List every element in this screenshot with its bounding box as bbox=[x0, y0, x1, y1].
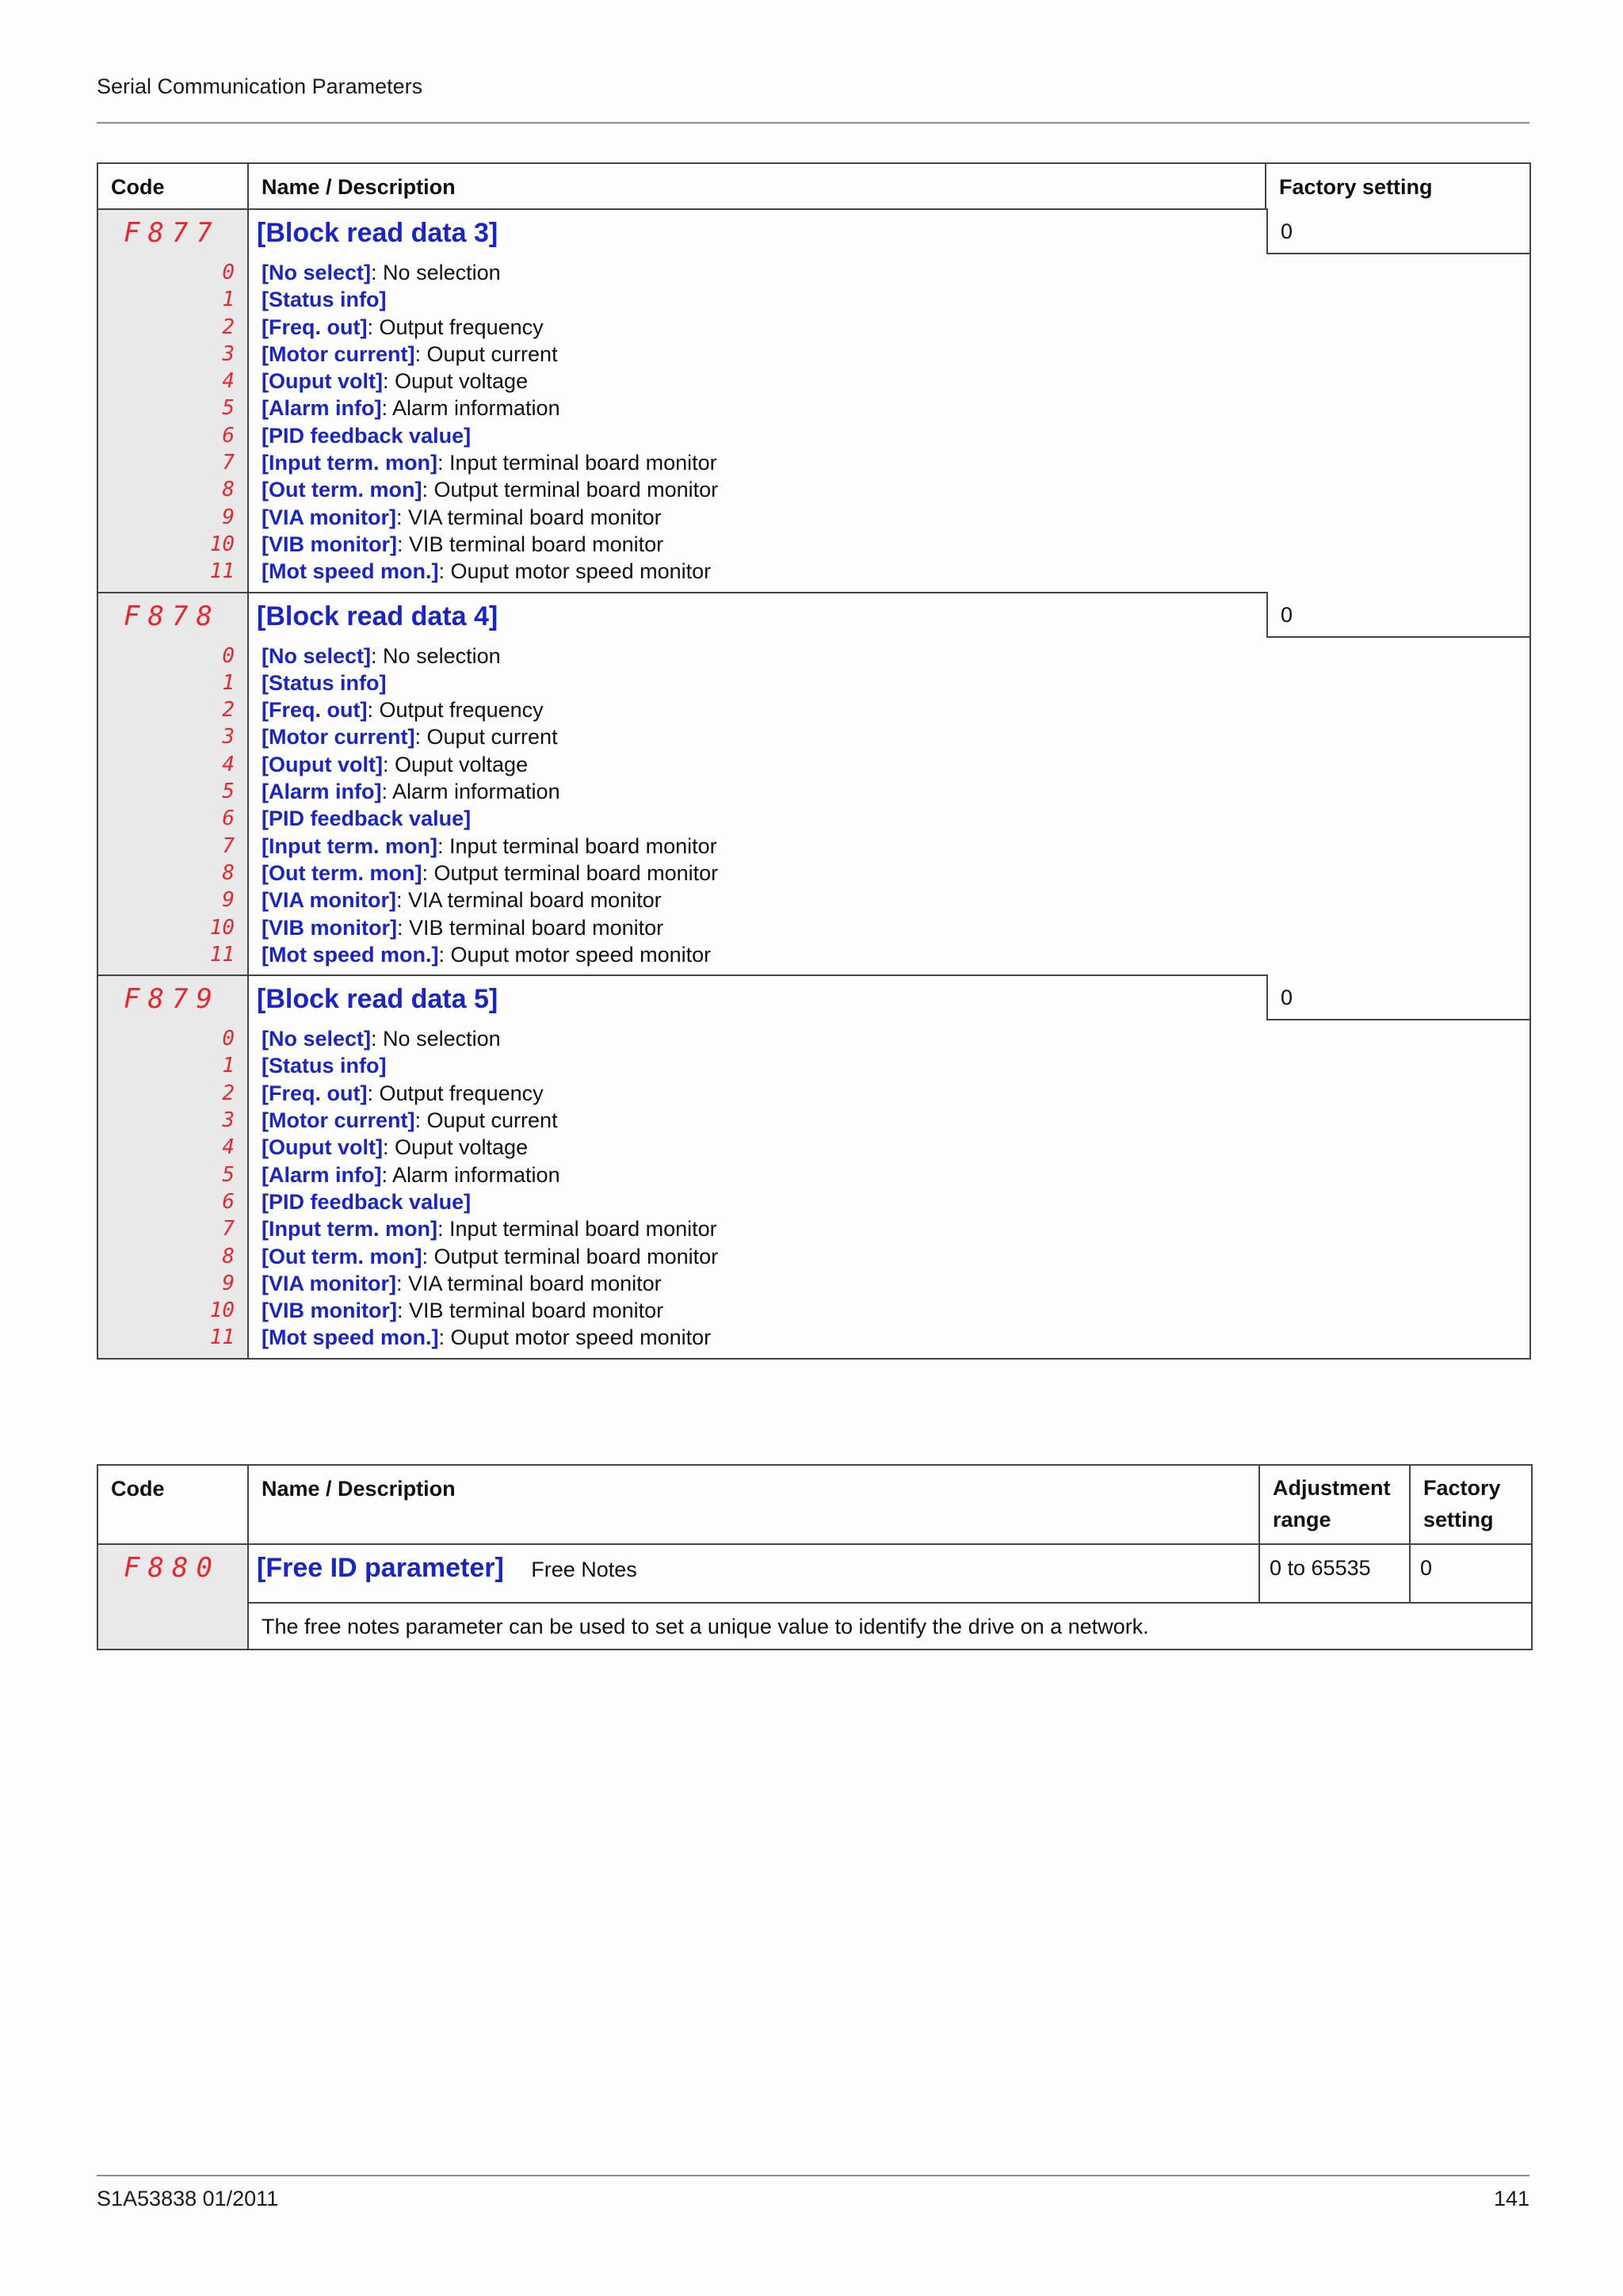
param-code-cell bbox=[97, 209, 248, 593]
option-value: 5 bbox=[222, 780, 235, 804]
option-value: 8 bbox=[222, 1244, 235, 1268]
option-desc: : Ouput motor speed monitor bbox=[438, 942, 712, 967]
option-value: 2 bbox=[222, 698, 235, 723]
option-name: [Motor current] bbox=[262, 341, 415, 366]
option-desc: : VIA terminal board monitor bbox=[395, 888, 662, 913]
param-code: F879 bbox=[124, 983, 220, 1016]
option-desc: : Alarm information bbox=[381, 396, 560, 421]
option-value: 10 bbox=[209, 1299, 235, 1323]
param-row bbox=[97, 975, 1530, 1359]
option-item bbox=[262, 1215, 1529, 1242]
param-code-cell bbox=[97, 975, 248, 1359]
option-desc: : Ouput voltage bbox=[382, 1135, 529, 1160]
option-value: 11 bbox=[209, 1325, 235, 1350]
option-name: [Ouput volt] bbox=[262, 1135, 383, 1160]
option-desc: : VIB terminal board monitor bbox=[396, 1299, 664, 1323]
param-title: [Block read data 3] bbox=[257, 218, 498, 248]
option-name: [PID feedback value] bbox=[262, 1189, 472, 1214]
option-desc: : VIB terminal board monitor bbox=[396, 532, 664, 556]
option-name: [Alarm info] bbox=[262, 1162, 382, 1187]
option-value: 3 bbox=[222, 341, 235, 366]
param-factory: 0 bbox=[1266, 592, 1531, 638]
option-item bbox=[262, 669, 1529, 696]
param-range: 0 to 65535 bbox=[1259, 1544, 1410, 1603]
option-desc: : Input terminal board monitor bbox=[437, 451, 717, 475]
option-item bbox=[262, 643, 1529, 669]
option-desc: : Input terminal board monitor bbox=[437, 833, 717, 858]
param-code-cell bbox=[97, 1544, 248, 1650]
option-item bbox=[262, 887, 1529, 913]
option-value: 0 bbox=[222, 1027, 235, 1051]
option-desc: : No selection bbox=[371, 643, 501, 668]
option-name: [VIA monitor] bbox=[262, 505, 396, 529]
option-value: 4 bbox=[222, 752, 235, 776]
option-value: 8 bbox=[222, 860, 235, 885]
option-item bbox=[262, 1161, 1529, 1188]
param-desc-cell bbox=[248, 975, 1530, 1359]
option-value: 10 bbox=[209, 915, 235, 940]
option-item bbox=[262, 449, 1529, 476]
option-item bbox=[262, 696, 1529, 723]
option-desc: : VIA terminal board monitor bbox=[395, 1271, 662, 1295]
footer-doc-ref: S1A53838 01/2011 bbox=[97, 2187, 279, 2210]
option-item bbox=[262, 1243, 1529, 1270]
option-item bbox=[262, 1052, 1529, 1079]
option-name: [VIB monitor] bbox=[262, 532, 397, 556]
column-header-name: Name / Description bbox=[248, 1465, 1259, 1544]
option-item bbox=[262, 860, 1529, 887]
option-value: 1 bbox=[222, 1054, 235, 1078]
option-value: 8 bbox=[222, 478, 235, 502]
option-value: 11 bbox=[209, 559, 235, 584]
option-value: 10 bbox=[209, 532, 235, 556]
option-name: [Ouput volt] bbox=[262, 369, 383, 394]
option-item bbox=[262, 341, 1529, 368]
option-item bbox=[262, 422, 1529, 449]
param-note: The free notes parameter can be used to set a unique value to identify the drive on a network. bbox=[248, 1603, 1532, 1650]
option-value: 1 bbox=[222, 288, 235, 312]
option-value: 1 bbox=[222, 670, 235, 695]
option-desc: : VIB terminal board monitor bbox=[396, 915, 664, 940]
option-name: [Out term. mon] bbox=[262, 860, 422, 885]
option-desc: : No selection bbox=[371, 1027, 501, 1051]
option-item bbox=[262, 1297, 1529, 1324]
option-value: 4 bbox=[222, 369, 235, 394]
option-value: 5 bbox=[222, 396, 235, 421]
option-item bbox=[262, 314, 1529, 341]
option-name: [Input term. mon] bbox=[262, 833, 437, 858]
param-title: [Block read data 5] bbox=[257, 984, 498, 1015]
option-name: [Input term. mon] bbox=[262, 1217, 437, 1241]
option-value: 6 bbox=[222, 807, 235, 831]
param-title: [Block read data 4] bbox=[257, 601, 498, 631]
param-code: F880 bbox=[124, 1552, 220, 1584]
option-item bbox=[262, 723, 1529, 750]
option-name: [VIB monitor] bbox=[262, 1299, 397, 1323]
param-name-cell bbox=[248, 1544, 1259, 1603]
option-value: 6 bbox=[222, 423, 235, 448]
column-header-code: Code bbox=[97, 163, 248, 209]
option-name: [Out term. mon] bbox=[262, 478, 422, 502]
option-value: 3 bbox=[222, 725, 235, 749]
option-item bbox=[262, 368, 1529, 395]
option-name: [Alarm info] bbox=[262, 780, 382, 804]
option-name: [Out term. mon] bbox=[262, 1244, 422, 1268]
option-name: [Motor current] bbox=[262, 725, 415, 749]
option-value: 7 bbox=[222, 833, 235, 858]
option-name: [VIA monitor] bbox=[262, 1271, 396, 1295]
option-item bbox=[262, 751, 1529, 778]
option-desc: : Output frequency bbox=[367, 698, 544, 723]
param-title: [Free ID parameter] bbox=[257, 1553, 504, 1583]
option-item bbox=[262, 1080, 1529, 1107]
option-item bbox=[262, 558, 1529, 585]
option-desc: : No selection bbox=[371, 261, 501, 284]
option-value: 4 bbox=[222, 1135, 235, 1160]
option-item bbox=[262, 259, 1529, 286]
option-desc: : VIA terminal board monitor bbox=[395, 505, 662, 529]
column-header-factory: Factory setting bbox=[1410, 1465, 1532, 1544]
option-item bbox=[262, 833, 1529, 860]
option-name: [Status info] bbox=[262, 288, 387, 312]
option-name: [Mot speed mon.] bbox=[262, 942, 439, 967]
option-value: 3 bbox=[222, 1108, 235, 1133]
option-item bbox=[262, 531, 1529, 558]
option-list bbox=[249, 256, 1529, 592]
option-name: [Mot speed mon.] bbox=[262, 1325, 439, 1350]
option-name: [PID feedback value] bbox=[262, 807, 472, 831]
option-item bbox=[262, 778, 1529, 805]
option-name: [Alarm info] bbox=[262, 396, 382, 421]
option-desc: : Input terminal board monitor bbox=[437, 1217, 717, 1241]
parameter-table-block-read bbox=[97, 162, 1531, 1360]
option-item bbox=[262, 476, 1529, 503]
param-row bbox=[97, 209, 1530, 593]
option-desc: : Alarm information bbox=[381, 1162, 560, 1187]
option-desc: : Ouput current bbox=[414, 1108, 558, 1133]
option-item bbox=[262, 1188, 1529, 1215]
option-item bbox=[262, 805, 1529, 832]
option-item bbox=[262, 1025, 1529, 1052]
param-desc-cell bbox=[248, 593, 1530, 976]
option-desc: : Output terminal board monitor bbox=[422, 860, 719, 885]
option-item bbox=[262, 941, 1529, 968]
param-code: F878 bbox=[124, 600, 220, 632]
option-item bbox=[262, 286, 1529, 313]
option-value: 6 bbox=[222, 1189, 235, 1214]
option-desc: : Ouput current bbox=[414, 725, 558, 749]
option-value: 9 bbox=[222, 1271, 235, 1295]
option-value: 11 bbox=[209, 942, 235, 967]
option-name: [Status info] bbox=[262, 1054, 387, 1078]
option-value: 7 bbox=[222, 451, 235, 475]
option-name: [Mot speed mon.] bbox=[262, 559, 439, 584]
option-value: 7 bbox=[222, 1217, 235, 1241]
param-code-cell bbox=[97, 593, 248, 976]
option-name: [No select] bbox=[262, 643, 372, 668]
footer-divider bbox=[97, 2175, 1529, 2176]
option-item bbox=[262, 504, 1529, 531]
header-divider bbox=[97, 122, 1529, 124]
param-subtitle: Free Notes bbox=[531, 1558, 637, 1581]
option-value: 0 bbox=[222, 261, 235, 284]
option-name: [Input term. mon] bbox=[262, 451, 437, 475]
param-row bbox=[97, 593, 1530, 976]
param-desc-cell bbox=[248, 209, 1530, 593]
option-value: 9 bbox=[222, 505, 235, 529]
option-value: 5 bbox=[222, 1162, 235, 1187]
option-item bbox=[262, 1134, 1529, 1161]
option-desc: : Output frequency bbox=[367, 1081, 544, 1105]
option-value: 2 bbox=[222, 315, 235, 339]
option-name: [No select] bbox=[262, 261, 372, 284]
option-desc: : Ouput motor speed monitor bbox=[438, 1325, 712, 1350]
option-item bbox=[262, 1324, 1529, 1351]
option-name: [VIA monitor] bbox=[262, 888, 396, 913]
option-desc: : Alarm information bbox=[381, 780, 560, 804]
option-name: [Status info] bbox=[262, 670, 387, 695]
option-desc: : Output terminal board monitor bbox=[422, 478, 719, 502]
option-desc: : Output frequency bbox=[367, 315, 544, 339]
option-desc: : Ouput voltage bbox=[382, 752, 529, 776]
option-name: [Ouput volt] bbox=[262, 752, 383, 776]
option-name: [PID feedback value] bbox=[262, 423, 472, 448]
option-list bbox=[249, 639, 1529, 975]
option-item bbox=[262, 1107, 1529, 1134]
option-item bbox=[262, 1270, 1529, 1297]
column-header-code: Code bbox=[97, 1465, 248, 1544]
param-code: F877 bbox=[124, 217, 220, 249]
option-desc: : Ouput current bbox=[414, 341, 558, 366]
option-desc: : Ouput voltage bbox=[382, 369, 529, 394]
param-factory: 0 bbox=[1266, 208, 1531, 254]
option-item bbox=[262, 395, 1529, 421]
option-value: 0 bbox=[222, 643, 235, 668]
parameter-table-free-id bbox=[97, 1464, 1533, 1650]
option-desc: : Output terminal board monitor bbox=[422, 1244, 719, 1268]
option-name: [Freq. out] bbox=[262, 315, 368, 339]
footer-page-number: 141 bbox=[1493, 2187, 1529, 2210]
page-header-title: Serial Communication Parameters bbox=[97, 74, 423, 98]
column-header-range: Adjustment range bbox=[1259, 1465, 1410, 1544]
option-name: [Motor current] bbox=[262, 1108, 415, 1133]
param-factory: 0 bbox=[1266, 974, 1531, 1020]
option-list bbox=[249, 1022, 1529, 1358]
option-desc: : Ouput motor speed monitor bbox=[438, 559, 712, 584]
option-name: [Freq. out] bbox=[262, 1081, 368, 1105]
option-name: [No select] bbox=[262, 1027, 372, 1051]
option-item bbox=[262, 914, 1529, 941]
option-name: [VIB monitor] bbox=[262, 915, 397, 940]
column-header-name: Name / Description bbox=[248, 163, 1266, 209]
option-value: 2 bbox=[222, 1081, 235, 1105]
option-name: [Freq. out] bbox=[262, 698, 368, 723]
param-factory: 0 bbox=[1410, 1544, 1532, 1603]
column-header-factory: Factory setting bbox=[1266, 163, 1530, 209]
option-value: 9 bbox=[222, 888, 235, 913]
